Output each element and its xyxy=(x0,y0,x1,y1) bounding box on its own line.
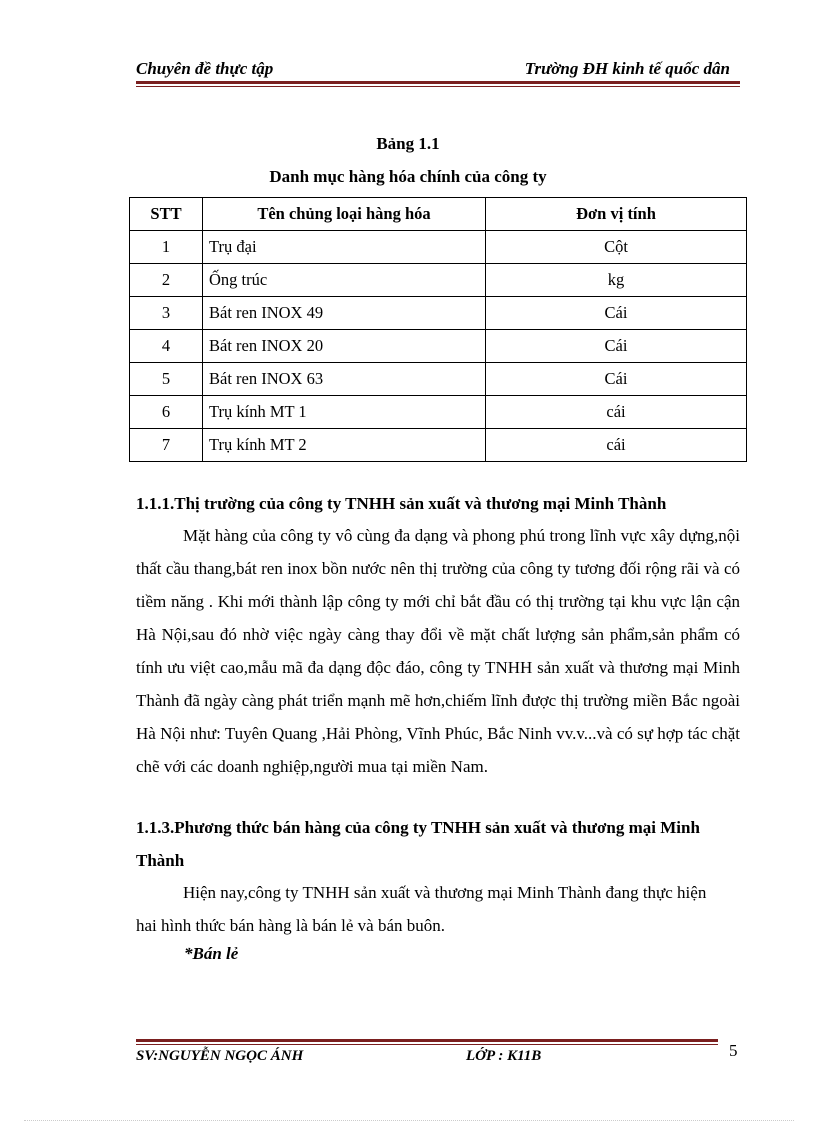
column-header-name: Tên chủng loại hàng hóa xyxy=(203,198,486,231)
cell-stt: 4 xyxy=(130,330,203,363)
table-row xyxy=(130,396,747,429)
section-body-market: Mặt hàng của công ty vô cùng đa dạng và phong phú trong lĩnh vực xây dựng,nội thất cầu thang,bát ren inox bồn nước nên thị trường của công ty tương đối rộng rãi và có tiềm năng . Khi mới thành lập công ty mới chỉ bắt đầu có thị trường tại khu vực lận cận Hà Nội,sau đó nhờ việc ngày càng thay đổi về mặt chất lượng sản phẩm,sản phẩm có tính ưu việt cao,mẫu mã đa dạng độc đáo, công ty TNHH sản xuất và thương mại Minh Thành đã ngày càng phát triển mạnh mẽ hơn,chiếm lĩnh được thị trường miền Bắc ngoài Hà Nội như: Tuyên Quang ,Hải Phòng, Vĩnh Phúc, Bắc Ninh vv.v...và có sự hợp tác chặt chẽ với các doanh nghiệp,người mua tại miền Nam. xyxy=(136,526,740,776)
table-row xyxy=(130,330,747,363)
cell-unit: Cái xyxy=(486,330,747,363)
section-heading-market: 1.1.1.Thị trường của công ty TNHH sản xuất và thương mại Minh Thành xyxy=(136,494,667,513)
cell-stt: 5 xyxy=(130,363,203,396)
cell-unit: cái xyxy=(486,429,747,462)
header-rule-thick xyxy=(136,81,740,84)
column-header-unit: Đơn vị tính xyxy=(486,198,747,231)
footer-class: LỚP : K11B xyxy=(466,1048,542,1064)
cell-unit: Cái xyxy=(486,297,747,330)
column-header-stt: STT xyxy=(130,198,203,231)
cell-stt: 3 xyxy=(130,297,203,330)
header-rule-thin xyxy=(136,86,740,87)
cell-name: Ống trúc xyxy=(203,264,486,297)
cell-unit: Cột xyxy=(486,231,747,264)
section-body-sales-method: Hiện nay,công ty TNHH sản xuất và thương mại Minh Thành đang thực hiện hai hình thức bán hàng là bán lẻ và bán buôn. xyxy=(136,883,707,935)
header-university: Trường ĐH kinh tế quốc dân xyxy=(524,59,730,78)
goods-table xyxy=(129,197,747,462)
table-row xyxy=(130,264,747,297)
cell-stt: 6 xyxy=(130,396,203,429)
cell-unit: cái xyxy=(486,396,747,429)
cell-name: Bát ren INOX 63 xyxy=(203,363,486,396)
cell-name: Trụ đại xyxy=(203,231,486,264)
table-title: Danh mục hàng hóa chính của công ty xyxy=(269,167,547,186)
table-row xyxy=(130,429,747,462)
cell-name: Bát ren INOX 49 xyxy=(203,297,486,330)
cell-name: Trụ kính MT 1 xyxy=(203,396,486,429)
table-row xyxy=(130,363,747,396)
cell-stt: 1 xyxy=(130,231,203,264)
footer-student-name: SV:NGUYỄN NGỌC ÁNH xyxy=(136,1048,304,1064)
cell-name: Bát ren INOX 20 xyxy=(203,330,486,363)
header-course-title: Chuyên đề thực tập xyxy=(136,59,274,78)
section-heading-sales-method: 1.1.3.Phương thức bán hàng của công ty TNHH sản xuất và thương mại Minh Thành xyxy=(136,818,700,870)
page-number: 5 xyxy=(729,1041,738,1060)
cell-name: Trụ kính MT 2 xyxy=(203,429,486,462)
page-bottom-divider xyxy=(24,1120,794,1121)
footer-rule-thin xyxy=(136,1044,718,1045)
cell-unit: kg xyxy=(486,264,747,297)
table-row xyxy=(130,297,747,330)
footer-rule-thick xyxy=(136,1039,718,1042)
table-number: Bảng 1.1 xyxy=(376,134,440,153)
cell-stt: 7 xyxy=(130,429,203,462)
cell-stt: 2 xyxy=(130,264,203,297)
table-row xyxy=(130,231,747,264)
subheading-retail: *Bán lẻ xyxy=(184,944,239,963)
cell-unit: Cái xyxy=(486,363,747,396)
table-header-row xyxy=(130,198,747,231)
